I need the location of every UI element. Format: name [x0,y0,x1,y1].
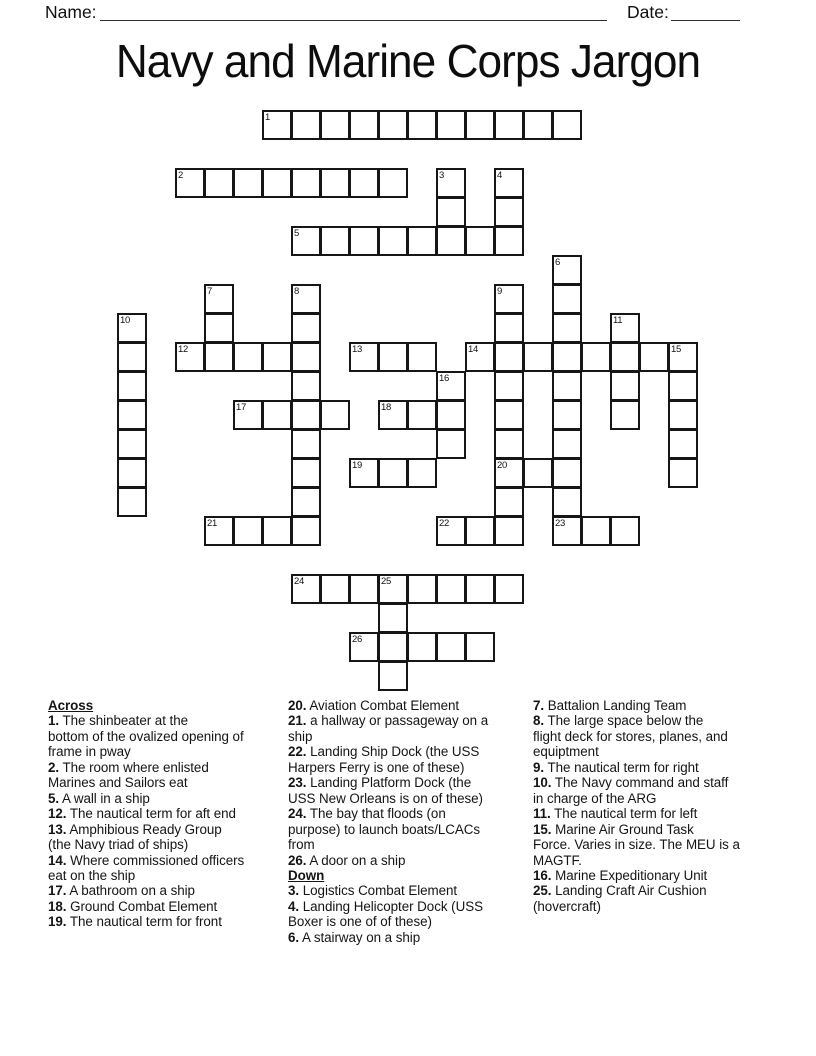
clue-item: 4. Landing Helicopter Dock (USS Boxer is one of of these) [288,898,483,930]
clue-item: 19. The nautical term for front [48,914,222,930]
grid-cell[interactable] [262,342,292,372]
clue-number: 9. [533,759,545,775]
grid-cell[interactable] [552,487,582,517]
grid-cell[interactable] [320,168,350,198]
grid-cell[interactable] [436,197,466,227]
clue-item: 8. The large space below the flight deck for stores, planes, and equiptment [533,713,728,760]
grid-cell[interactable] [291,226,321,256]
clue-number: 6. [288,929,300,945]
clues-heading-across: Across [48,698,94,713]
grid-cell[interactable] [378,400,408,430]
grid-cell[interactable] [581,516,611,546]
clue-item: 7. Battalion Landing Team [533,698,687,713]
cell-number: 7 [207,286,212,297]
grid-cell[interactable] [494,110,524,140]
grid-cell[interactable] [552,255,582,285]
grid-cell[interactable] [407,342,437,372]
cell-number: 25 [381,576,391,587]
cell-number: 21 [207,518,217,529]
cell-number: 18 [381,402,391,413]
grid-cell[interactable] [320,574,350,604]
clue-number: 21. [288,713,307,729]
cell-number: 24 [294,576,304,587]
grid-cell[interactable] [349,342,379,372]
cell-number: 10 [120,315,130,326]
grid-cell[interactable] [291,574,321,604]
grid-cell[interactable] [349,632,379,662]
clues-column-left [48,698,288,930]
clue-number: 25. [533,883,552,899]
grid-cell[interactable] [581,342,611,372]
clue-number: 8. [533,713,545,729]
grid-cell[interactable] [436,632,466,662]
cell-number: 9 [497,286,502,297]
crossword-grid[interactable] [117,110,699,692]
clue-item: 15. Marine Air Ground Task Force. Varies in size. The MEU is a MAGTF. [533,821,740,868]
grid-cell[interactable] [494,168,524,198]
grid-cell[interactable] [262,110,292,140]
cell-number: 5 [294,228,299,239]
grid-cell[interactable] [552,284,582,314]
grid-cell[interactable] [378,632,408,662]
cell-number: 11 [613,315,623,326]
grid-cell[interactable] [291,342,321,372]
grid-cell[interactable] [436,110,466,140]
cell-number: 23 [555,518,565,529]
grid-cell[interactable] [378,342,408,372]
grid-cell[interactable] [436,574,466,604]
grid-cell[interactable] [494,574,524,604]
grid-cell[interactable] [610,400,640,430]
clue-number: 26. [288,852,307,868]
grid-cell[interactable] [291,487,321,517]
grid-cell[interactable] [494,487,524,517]
clue-item: 9. The nautical term for right [533,759,699,775]
clue-number: 10. [533,775,552,791]
clue-number: 5. [48,790,60,806]
clue-item: 18. Ground Combat Element [48,898,218,914]
grid-cell[interactable] [494,284,524,314]
clue-item: 24. The bay that floods (on purpose) to launch boats/LCACs from [288,806,481,853]
grid-cell[interactable] [407,400,437,430]
grid-cell[interactable] [610,516,640,546]
grid-cell[interactable] [639,342,669,372]
cell-number: 8 [294,286,299,297]
cell-number: 3 [439,170,444,181]
clue-number: 15. [533,821,552,837]
grid-cell[interactable] [407,632,437,662]
grid-cell[interactable] [610,313,640,343]
grid-cell[interactable] [552,400,582,430]
clue-item: 16. Marine Expeditionary Unit [533,867,708,883]
grid-cell[interactable] [378,110,408,140]
grid-cell[interactable] [349,226,379,256]
grid-cell[interactable] [494,197,524,227]
grid-cell[interactable] [552,342,582,372]
clue-item: 6. A stairway on a ship [288,929,421,945]
grid-cell[interactable] [465,574,495,604]
grid-cell[interactable] [668,342,698,372]
grid-cell[interactable] [494,458,524,488]
grid-cell[interactable] [552,110,582,140]
clue-item: 5. A wall in a ship [48,790,150,806]
clue-number: 18. [48,898,67,914]
grid-cell[interactable] [117,400,147,430]
grid-cell[interactable] [291,429,321,459]
grid-cell[interactable] [204,313,234,343]
grid-cell[interactable] [407,458,437,488]
clue-item: 1. The shinbeater at the bottom of the ovalized opening of frame in pway [48,713,244,760]
clue-number: 16. [533,867,552,883]
grid-cell[interactable] [204,168,234,198]
clue-item: 26. A door on a ship [288,852,406,868]
grid-cell[interactable] [436,168,466,198]
clue-item: 2. The room where enlisted Marines and Sailors eat [48,759,209,791]
grid-cell[interactable] [378,603,408,633]
date-label: Date: [627,2,669,22]
grid-cell[interactable] [465,342,495,372]
grid-cell[interactable] [291,110,321,140]
grid-cell[interactable] [262,400,292,430]
grid-cell[interactable] [175,342,205,372]
grid-cell[interactable] [320,226,350,256]
cell-number: 17 [236,402,246,413]
grid-cell[interactable] [291,371,321,401]
cell-number: 19 [352,460,362,471]
clue-number: 12. [48,806,67,822]
grid-cell[interactable] [291,168,321,198]
grid-cell[interactable] [204,516,234,546]
clue-number: 14. [48,852,67,868]
clue-number: 4. [288,898,300,914]
grid-cell[interactable] [378,458,408,488]
grid-cell[interactable] [494,226,524,256]
grid-cell[interactable] [436,371,466,401]
grid-cell[interactable] [494,313,524,343]
grid-cell[interactable] [117,487,147,517]
grid-cell[interactable] [291,458,321,488]
grid-cell[interactable] [378,661,408,691]
grid-cell[interactable] [349,110,379,140]
grid-cell[interactable] [668,429,698,459]
grid-cell[interactable] [552,429,582,459]
grid-cell[interactable] [233,168,263,198]
grid-cell[interactable] [117,342,147,372]
clue-item: 14. Where commissioned officers eat on the ship [48,852,245,883]
clues-heading-down: Down [288,867,325,883]
grid-cell[interactable] [465,516,495,546]
cell-number: 22 [439,518,449,529]
clue-item: 20. Aviation Combat Element [288,698,460,713]
clue-item: 21. a hallway or passageway on a ship [288,713,489,744]
clues-column-middle [288,698,531,945]
clue-number: 23. [288,775,307,791]
grid-cell[interactable] [494,371,524,401]
grid-cell[interactable] [320,400,350,430]
grid-cell[interactable] [175,168,205,198]
grid-cell[interactable] [668,458,698,488]
clue-number: 7. [533,698,545,713]
clue-item: 23. Landing Platform Dock (the USS New Orleans is on of these) [288,775,483,806]
grid-cell[interactable] [436,226,466,256]
cell-number: 26 [352,634,362,645]
clue-item: 17. A bathroom on a ship [48,883,195,899]
grid-cell[interactable] [523,110,553,140]
name-label: Name: [45,2,97,22]
cell-number: 12 [178,344,188,355]
cell-number: 13 [352,344,362,355]
grid-cell[interactable] [436,429,466,459]
grid-cell[interactable] [552,313,582,343]
grid-cell[interactable] [349,168,379,198]
cell-number: 14 [468,344,478,355]
clue-item: 3. Logistics Combat Element [288,883,458,899]
grid-cell[interactable] [233,400,263,430]
clue-item: 25. Landing Craft Air Cushion (hovercraft) [533,883,707,914]
name-blank-line[interactable] [100,20,607,21]
grid-cell[interactable] [465,632,495,662]
grid-cell[interactable] [378,226,408,256]
clue-number: 11. [533,806,551,822]
grid-cell[interactable] [204,342,234,372]
cell-number: 1 [265,112,270,123]
grid-cell[interactable] [204,284,234,314]
grid-cell[interactable] [378,574,408,604]
grid-cell[interactable] [291,400,321,430]
grid-cell[interactable] [494,516,524,546]
grid-cell[interactable] [262,168,292,198]
grid-cell[interactable] [349,574,379,604]
clue-number: 1. [48,713,60,729]
grid-cell[interactable] [436,400,466,430]
grid-cell[interactable] [610,342,640,372]
grid-cell[interactable] [233,342,263,372]
cell-number: 20 [497,460,507,471]
grid-cell[interactable] [668,371,698,401]
cell-number: 2 [178,170,183,181]
puzzle-title: Navy and Marine Corps Jargon [115,35,701,87]
grid-cell[interactable] [494,429,524,459]
grid-cell[interactable] [523,342,553,372]
grid-cell[interactable] [291,516,321,546]
grid-cell[interactable] [668,400,698,430]
grid-cell[interactable] [494,342,524,372]
grid-cell[interactable] [494,400,524,430]
grid-cell[interactable] [552,516,582,546]
clue-number: 19. [48,914,67,930]
grid-cell[interactable] [291,313,321,343]
grid-cell[interactable] [552,458,582,488]
clue-item: 13. Amphibious Ready Group (the Navy triad of ships) [48,821,222,853]
grid-cell[interactable] [407,574,437,604]
grid-cell[interactable] [465,110,495,140]
grid-cell[interactable] [320,110,350,140]
clues-column-right [533,698,783,914]
grid-cell[interactable] [465,226,495,256]
grid-cell[interactable] [117,371,147,401]
grid-cell[interactable] [262,516,292,546]
cell-number: 4 [497,170,502,181]
clue-item: 22. Landing Ship Dock (the USS Harpers Ferry is one of these) [288,744,480,775]
clue-number: 22. [288,744,307,760]
grid-cell[interactable] [233,516,263,546]
grid-cell[interactable] [117,429,147,459]
clue-number: 3. [288,883,300,899]
cell-number: 16 [439,373,449,384]
grid-cell[interactable] [407,110,437,140]
grid-cell[interactable] [117,313,147,343]
clue-item: 11. The nautical term for left [533,806,698,822]
grid-cell[interactable] [436,516,466,546]
grid-cell[interactable] [291,284,321,314]
date-blank-line[interactable] [671,20,740,21]
grid-cell[interactable] [523,458,553,488]
clue-number: 24. [288,806,307,822]
clue-number: 13. [48,821,67,837]
clue-number: 20. [288,698,307,713]
cell-number: 6 [555,257,560,268]
grid-cell[interactable] [407,226,437,256]
clue-item: 12. The nautical term for aft end [48,806,236,822]
grid-cell[interactable] [349,458,379,488]
clue-item: 10. The Navy command and staff in charge of the ARG [533,775,729,806]
grid-cell[interactable] [378,168,408,198]
clue-number: 2. [48,759,60,775]
grid-cell[interactable] [117,458,147,488]
clue-number: 17. [48,883,67,899]
grid-cell[interactable] [610,371,640,401]
grid-cell[interactable] [552,371,582,401]
cell-number: 15 [671,344,681,355]
